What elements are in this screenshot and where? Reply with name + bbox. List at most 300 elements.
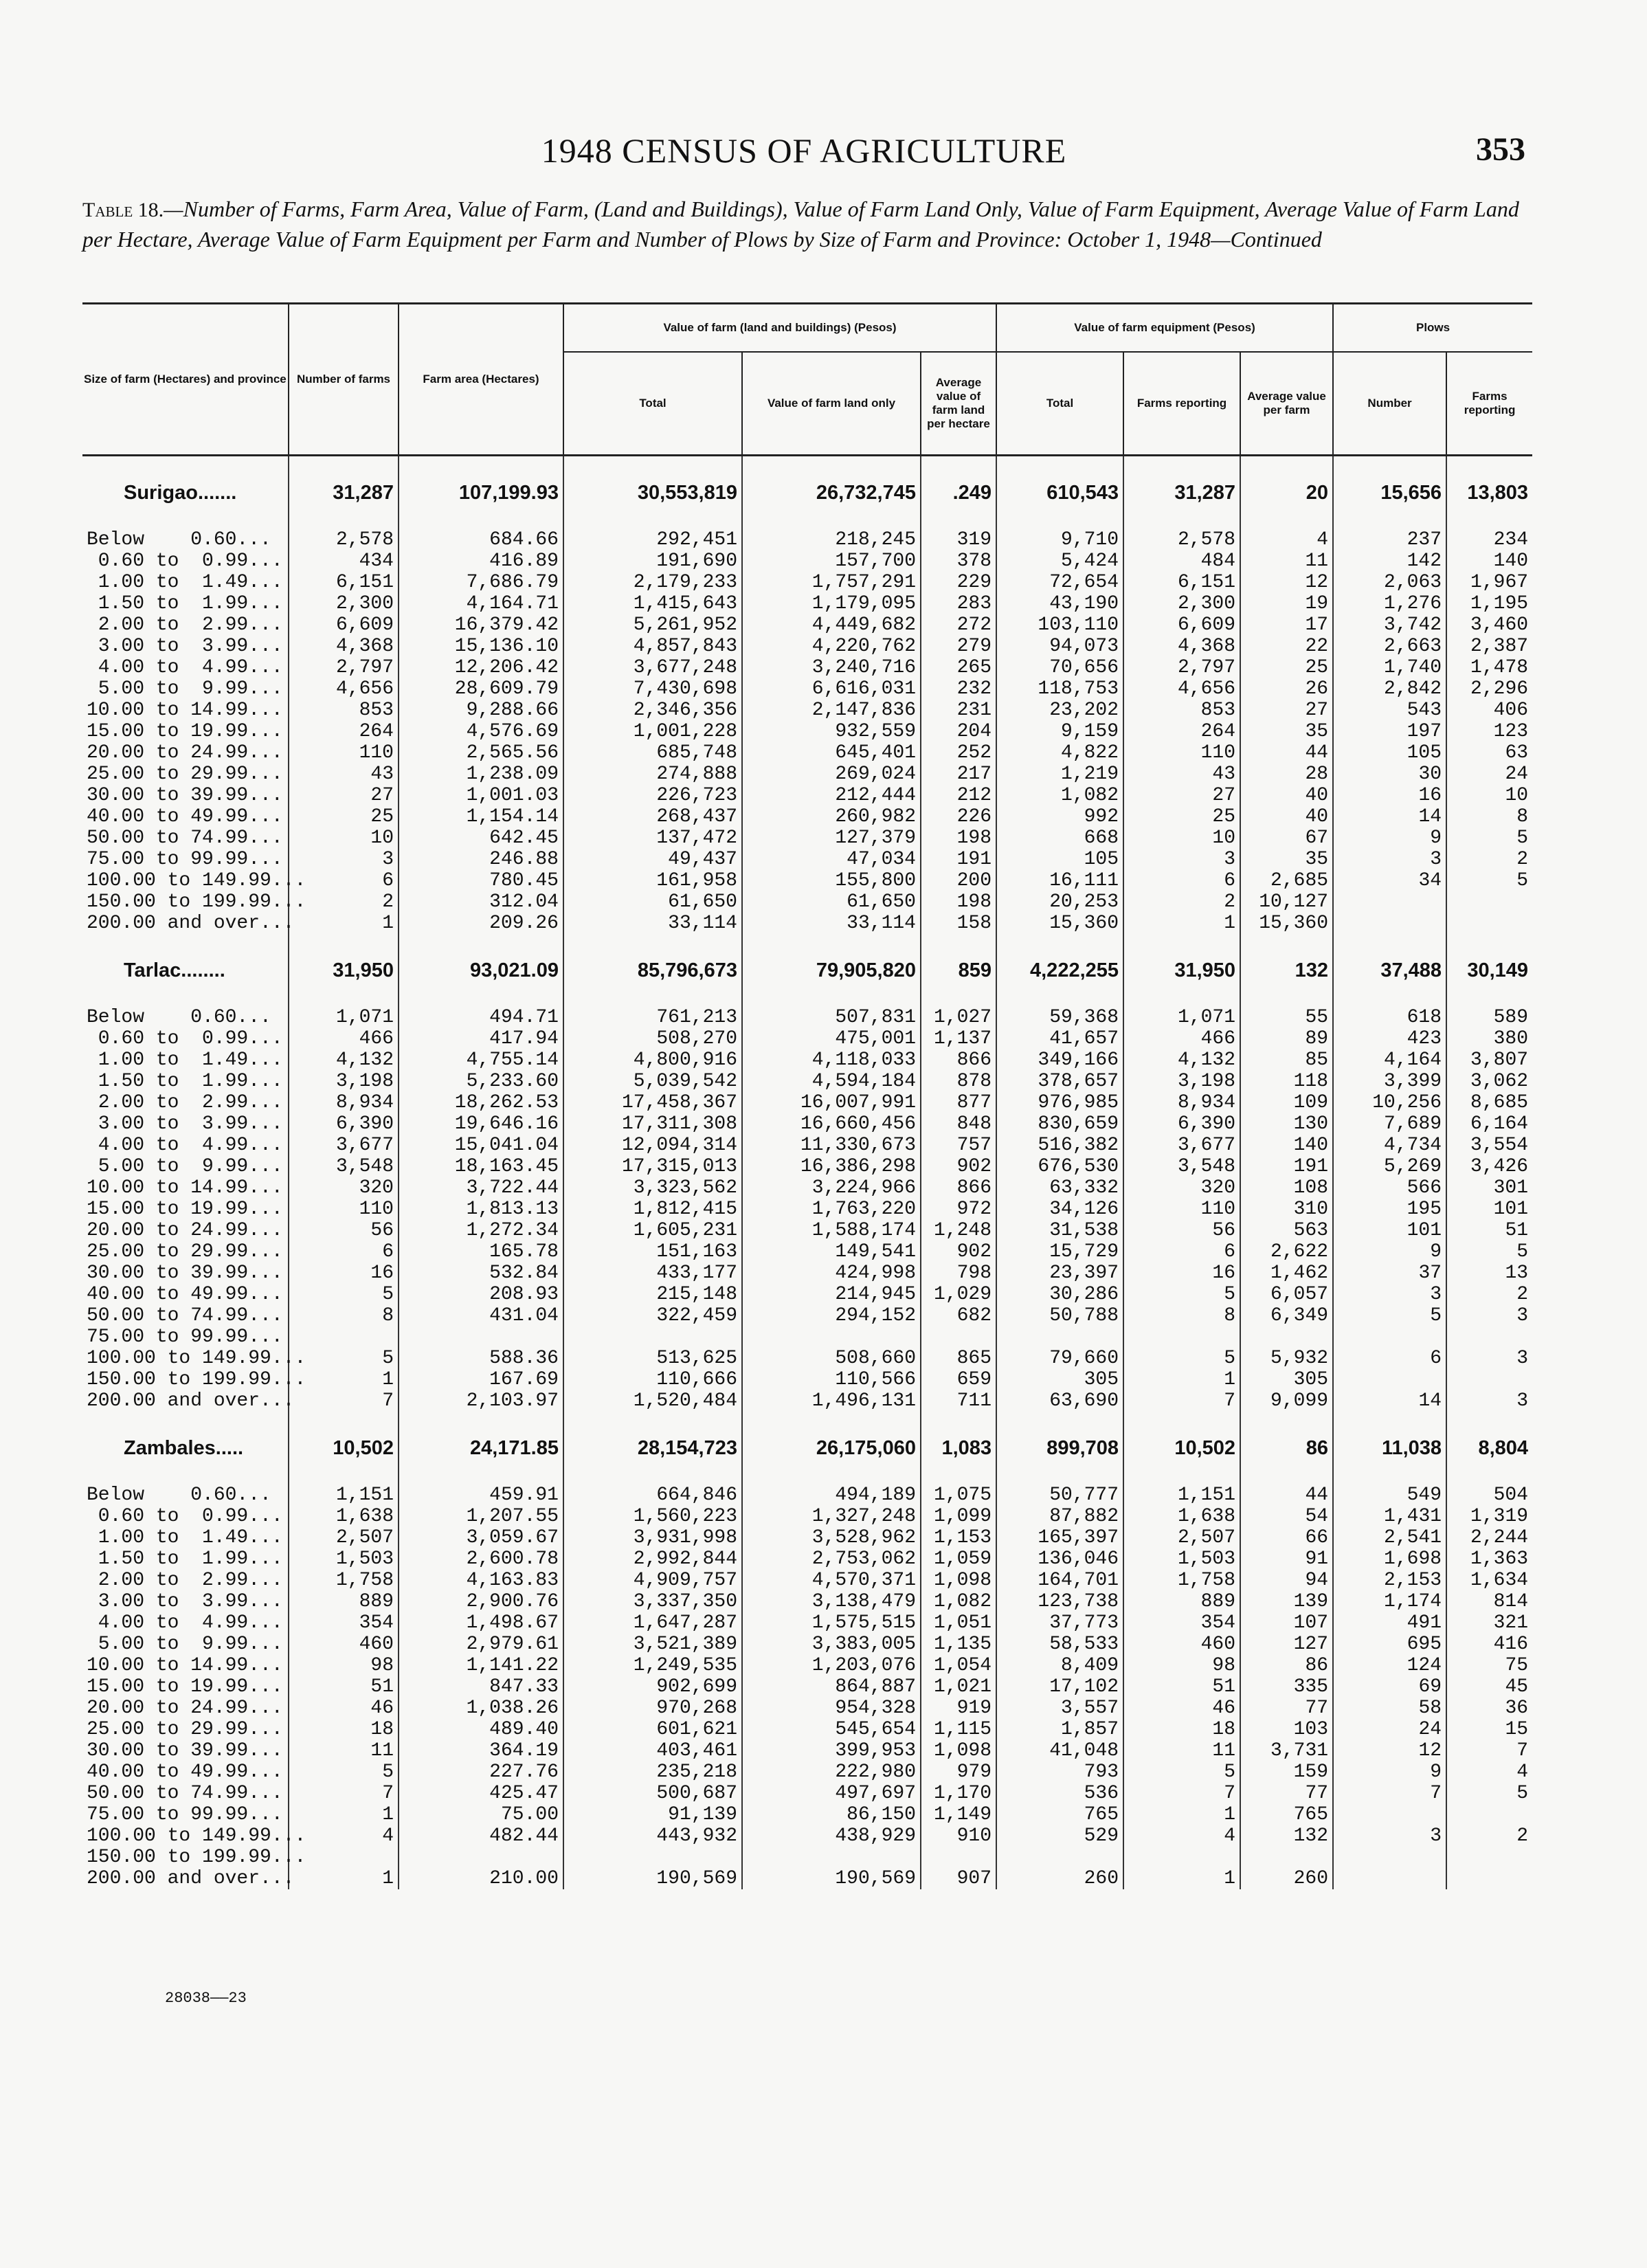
province-total-cell: 30,553,819 <box>563 476 742 510</box>
province-total-cell: 37,488 <box>1333 953 1446 988</box>
spacer-cell <box>996 988 1123 1007</box>
table-cell: 75.00 <box>399 1804 563 1825</box>
table-cell: 269,024 <box>742 764 921 785</box>
table-row <box>82 1591 1532 1612</box>
table-cell: 30,286 <box>996 1284 1123 1305</box>
size-class-label: 5.00 to 9.99... <box>87 678 283 700</box>
table-cell: 1 <box>289 1804 399 1825</box>
table-row <box>82 1527 1532 1548</box>
spacer-cell <box>82 988 289 1007</box>
table-cell: 460 <box>289 1634 399 1655</box>
table-cell: 1,415,643 <box>563 593 742 614</box>
table-cell: 127 <box>1240 1634 1333 1655</box>
header-plows-farms-reporting: Farms reporting <box>1446 352 1532 456</box>
table-cell: 46 <box>289 1698 399 1719</box>
table-cell: 1 <box>1123 1804 1240 1825</box>
table-cell: 58 <box>1333 1698 1446 1719</box>
table-cell: 9,710 <box>996 529 1123 551</box>
table-cell: 5,233.60 <box>399 1071 563 1092</box>
table-cell: 2,900.76 <box>399 1591 563 1612</box>
table-cell: 2,663 <box>1333 636 1446 657</box>
province-total-cell: 93,021.09 <box>399 953 563 988</box>
table-cell: 684.66 <box>399 529 563 551</box>
table-cell <box>399 1847 563 1868</box>
size-class-label: 150.00 to 199.99... <box>87 1369 306 1390</box>
province-total-cell: 31,287 <box>289 476 399 510</box>
table-cell: 5 <box>1446 1783 1532 1804</box>
province-total-cell: 8,804 <box>1446 1431 1532 1465</box>
table-cell: 3 <box>1123 849 1240 870</box>
table-cell: 1,272.34 <box>399 1220 563 1241</box>
table-cell: 89 <box>1240 1028 1333 1049</box>
table-row <box>82 1634 1532 1655</box>
table-cell: 1,027 <box>921 1007 996 1028</box>
table-cell: 902 <box>921 1241 996 1263</box>
table-cell: 3,548 <box>289 1156 399 1177</box>
table-cell: 165.78 <box>399 1241 563 1263</box>
size-class-label: 2.00 to 2.99... <box>87 1092 283 1113</box>
table-cell: 1,082 <box>996 785 1123 806</box>
spacer-cell <box>921 1465 996 1485</box>
table-cell: 246.88 <box>399 849 563 870</box>
table-cell: 3,528,962 <box>742 1527 921 1548</box>
spacer-cell <box>742 1412 921 1431</box>
table-cell: 51 <box>1123 1676 1240 1698</box>
spacer-row <box>82 1465 1532 1485</box>
size-class-label: 40.00 to 49.99... <box>87 806 283 827</box>
table-cell: 167.69 <box>399 1369 563 1390</box>
table-cell: 992 <box>996 806 1123 827</box>
table-cell: 9 <box>1333 1241 1446 1263</box>
table-cell: 23,397 <box>996 1263 1123 1284</box>
size-class-label: 50.00 to 74.99... <box>87 1305 283 1326</box>
province-total-cell: 11,038 <box>1333 1431 1446 1465</box>
table-cell: 9,288.66 <box>399 700 563 721</box>
table-cell: 6,349 <box>1240 1305 1333 1326</box>
table-cell: 4,734 <box>1333 1135 1446 1156</box>
table-cell: 6,609 <box>1123 614 1240 636</box>
table-cell: 5 <box>1123 1348 1240 1369</box>
table-cell <box>399 1326 563 1348</box>
spacer-cell <box>1333 988 1446 1007</box>
table-cell: 4 <box>289 1825 399 1847</box>
table-row <box>82 1570 1532 1591</box>
spacer-cell <box>1333 934 1446 953</box>
table-cell: 58,533 <box>996 1634 1123 1655</box>
table-cell: 43,190 <box>996 593 1123 614</box>
table-cell: 1,276 <box>1333 593 1446 614</box>
table-cell: 889 <box>1123 1591 1240 1612</box>
table-cell: 877 <box>921 1092 996 1113</box>
table-cell <box>921 1326 996 1348</box>
size-class-label: 50.00 to 74.99... <box>87 1783 283 1804</box>
table-cell: 4,163.83 <box>399 1570 563 1591</box>
table-cell: 1,075 <box>921 1485 996 1506</box>
size-class-label: 1.50 to 1.99... <box>87 1548 283 1570</box>
table-cell: 970,268 <box>563 1698 742 1719</box>
spacer-cell <box>289 1465 399 1485</box>
size-class-label: 75.00 to 99.99... <box>87 1804 283 1825</box>
table-row <box>82 1156 1532 1177</box>
table-cell: 105 <box>1333 742 1446 764</box>
table-cell: 9,159 <box>996 721 1123 742</box>
size-class-label: 30.00 to 39.99... <box>87 785 283 806</box>
size-class-label: 15.00 to 19.99... <box>87 1676 283 1698</box>
table-cell: 2 <box>1123 891 1240 913</box>
table-cell: 6 <box>289 1241 399 1263</box>
table-cell: 26 <box>1240 678 1333 700</box>
table-cell: 127,379 <box>742 827 921 849</box>
table-cell: 44 <box>1240 1485 1333 1506</box>
header-size-of-farm: Size of farm (Hectares) and province <box>82 304 289 456</box>
table-row <box>82 1506 1532 1527</box>
table-cell: 5 <box>1446 827 1532 849</box>
spacer-cell <box>1240 510 1333 529</box>
table-cell: 310 <box>1240 1199 1333 1220</box>
table-cell: 2,685 <box>1240 870 1333 891</box>
table-cell: 10 <box>1446 785 1532 806</box>
table-cell: 36 <box>1446 1698 1532 1719</box>
table-row <box>82 1241 1532 1263</box>
table-cell: 6,616,031 <box>742 678 921 700</box>
table-cell: 212,444 <box>742 785 921 806</box>
table-cell: 1,758 <box>1123 1570 1240 1591</box>
table-row <box>82 529 1532 551</box>
spacer-row <box>82 934 1532 953</box>
table-cell: 4 <box>1240 529 1333 551</box>
table-cell: 8 <box>1123 1305 1240 1326</box>
province-name: Tarlac........ <box>124 959 225 981</box>
table-cell: 190,569 <box>742 1868 921 1889</box>
size-class-label: 10.00 to 14.99... <box>87 1177 283 1199</box>
table-cell: 11 <box>1123 1740 1240 1761</box>
table-cell: 35 <box>1240 849 1333 870</box>
table-cell: 4,132 <box>289 1049 399 1071</box>
table-cell: 17,102 <box>996 1676 1123 1698</box>
table-cell: 11 <box>1240 551 1333 572</box>
table-cell: 69 <box>1333 1676 1446 1698</box>
table-cell: 1,207.55 <box>399 1506 563 1527</box>
table-cell: 423 <box>1333 1028 1446 1049</box>
size-class-label: 100.00 to 149.99... <box>87 870 306 891</box>
table-row <box>82 1071 1532 1092</box>
table-cell: 2,179,233 <box>563 572 742 593</box>
table-cell: 191 <box>921 849 996 870</box>
table-cell: 16,386,298 <box>742 1156 921 1177</box>
table-cell: 7 <box>1333 1783 1446 1804</box>
table-cell: 2,296 <box>1446 678 1532 700</box>
size-class-label: Below 0.60... <box>87 1485 271 1506</box>
table-cell: 3 <box>1446 1390 1532 1412</box>
table-cell: 1,638 <box>289 1506 399 1527</box>
spacer-cell <box>1446 1412 1532 1431</box>
table-row <box>82 1199 1532 1220</box>
size-class-label: 200.00 and over... <box>87 1868 295 1889</box>
table-cell: 214,945 <box>742 1284 921 1305</box>
header-plows-number: Number <box>1333 352 1446 456</box>
table-cell: 1,813.13 <box>399 1199 563 1220</box>
table-cell: 110 <box>1123 742 1240 764</box>
size-class-label: 0.60 to 0.99... <box>87 1028 283 1049</box>
table-cell: 8 <box>1446 806 1532 827</box>
table-cell: 2,565.56 <box>399 742 563 764</box>
table-cell: 1,098 <box>921 1740 996 1761</box>
table-cell: 16 <box>289 1263 399 1284</box>
spacer-cell <box>1446 510 1532 529</box>
table-cell: 1,496,131 <box>742 1390 921 1412</box>
table-cell: 6,151 <box>1123 572 1240 593</box>
table-cell: 589 <box>1446 1007 1532 1028</box>
table-cell: 1,170 <box>921 1783 996 1804</box>
table-cell: 2,753,062 <box>742 1548 921 1570</box>
table-cell: 12 <box>1240 572 1333 593</box>
header-value-land-only: Value of farm land only <box>742 352 921 456</box>
table-cell: 6 <box>289 870 399 891</box>
table-row <box>82 1847 1532 1868</box>
table-cell: 3,240,716 <box>742 657 921 678</box>
table-cell: 161,958 <box>563 870 742 891</box>
table-cell: 197 <box>1333 721 1446 742</box>
table-row <box>82 806 1532 827</box>
spacer-cell <box>742 1465 921 1485</box>
table-row <box>82 1868 1532 1889</box>
table-cell: 4,220,762 <box>742 636 921 657</box>
table-cell <box>1333 891 1446 913</box>
size-class-label: 30.00 to 39.99... <box>87 1740 283 1761</box>
spacer-cell <box>289 1412 399 1431</box>
table-cell: 399,953 <box>742 1740 921 1761</box>
header-equipment-farms-reporting: Farms reporting <box>1123 352 1240 456</box>
table-cell: 268,437 <box>563 806 742 827</box>
province-total-cell: 610,543 <box>996 476 1123 510</box>
table-cell: 123 <box>1446 721 1532 742</box>
table-row <box>82 1676 1532 1698</box>
table-cell: 3,059.67 <box>399 1527 563 1548</box>
table-cell: 15,360 <box>996 913 1123 934</box>
table-cell: 4,570,371 <box>742 1570 921 1591</box>
table-cell: 3,731 <box>1240 1740 1333 1761</box>
table-cell <box>1446 913 1532 934</box>
table-cell: 2,103.97 <box>399 1390 563 1412</box>
table-cell: 17,311,308 <box>563 1113 742 1135</box>
table-row <box>82 1548 1532 1570</box>
spacer-cell <box>399 456 563 476</box>
table-cell: 18 <box>1123 1719 1240 1740</box>
table-cell: 1,001.03 <box>399 785 563 806</box>
table-row <box>82 1326 1532 1348</box>
size-class-label: 1.00 to 1.49... <box>87 1049 283 1071</box>
table-cell <box>1333 1326 1446 1348</box>
table-row <box>82 1177 1532 1199</box>
spacer-cell <box>1333 1412 1446 1431</box>
table-cell: 682 <box>921 1305 996 1326</box>
table-cell: 4 <box>1123 1825 1240 1847</box>
table-cell: 1,001,228 <box>563 721 742 742</box>
table-cell: 1,219 <box>996 764 1123 785</box>
table-cell: 56 <box>1123 1220 1240 1241</box>
table-cell <box>742 1847 921 1868</box>
table-cell <box>1333 1369 1446 1390</box>
province-total-cell: 10,502 <box>1123 1431 1240 1465</box>
spacer-cell <box>289 456 399 476</box>
table-cell: 212 <box>921 785 996 806</box>
table-cell: 1,082 <box>921 1591 996 1612</box>
province-total-cell: 859 <box>921 953 996 988</box>
table-cell: 41,048 <box>996 1740 1123 1761</box>
table-cell: 14 <box>1333 1390 1446 1412</box>
table-cell: 532.84 <box>399 1263 563 1284</box>
table-cell: 227.76 <box>399 1761 563 1783</box>
table-cell: 23,202 <box>996 700 1123 721</box>
table-cell: 1,462 <box>1240 1263 1333 1284</box>
table-cell: 695 <box>1333 1634 1446 1655</box>
size-class-label: 4.00 to 4.99... <box>87 1135 283 1156</box>
table-cell: 2 <box>1446 1825 1532 1847</box>
table-cell: 33,114 <box>563 913 742 934</box>
province-total-cell: 20 <box>1240 476 1333 510</box>
table-cell: 63,332 <box>996 1177 1123 1199</box>
table-cell: 491 <box>1333 1612 1446 1634</box>
province-name: Zambales..... <box>124 1436 244 1459</box>
table-cell: 3,198 <box>289 1071 399 1092</box>
table-cell <box>1333 1868 1446 1889</box>
table-row <box>82 700 1532 721</box>
table-cell: 865 <box>921 1348 996 1369</box>
table-cell: 217 <box>921 764 996 785</box>
table-cell: 56 <box>289 1220 399 1241</box>
table-cell: 3,138,479 <box>742 1591 921 1612</box>
table-cell: 508,270 <box>563 1028 742 1049</box>
table-cell <box>289 1326 399 1348</box>
table-cell: 2,622 <box>1240 1241 1333 1263</box>
spacer-cell <box>996 934 1123 953</box>
size-class-label: 30.00 to 39.99... <box>87 1263 283 1284</box>
table-cell: 8,685 <box>1446 1092 1532 1113</box>
table-cell: 237 <box>1333 529 1446 551</box>
table-cell: 55 <box>1240 1007 1333 1028</box>
table-cell: 204 <box>921 721 996 742</box>
table-cell: 5,039,542 <box>563 1071 742 1092</box>
table-cell: 226 <box>921 806 996 827</box>
table-row <box>82 721 1532 742</box>
table-cell: 475,001 <box>742 1028 921 1049</box>
table-cell: 3,383,005 <box>742 1634 921 1655</box>
table-cell <box>1446 891 1532 913</box>
table-cell: 28,609.79 <box>399 678 563 700</box>
table-row <box>82 1390 1532 1412</box>
table-cell: 2,797 <box>1123 657 1240 678</box>
table-cell: 7,430,698 <box>563 678 742 700</box>
table-cell: 853 <box>289 700 399 721</box>
table-cell: 2,300 <box>289 593 399 614</box>
table-cell: 215,148 <box>563 1284 742 1305</box>
table-cell: 4,132 <box>1123 1049 1240 1071</box>
table-cell: 668 <box>996 827 1123 849</box>
table-cell: 1,248 <box>921 1220 996 1241</box>
table-cell: 272 <box>921 614 996 636</box>
table-cell: 866 <box>921 1049 996 1071</box>
table-cell: 711 <box>921 1390 996 1412</box>
page-number: 353 <box>1476 131 1525 168</box>
spacer-cell <box>289 934 399 953</box>
spacer-cell <box>921 456 996 476</box>
header-number-of-farms: Number of farms <box>289 304 399 456</box>
size-class-label: 20.00 to 24.99... <box>87 1220 283 1241</box>
province-total-cell: 10,502 <box>289 1431 399 1465</box>
table-cell: 1,647,287 <box>563 1612 742 1634</box>
table-cell: 6,057 <box>1240 1284 1333 1305</box>
spacer-cell <box>82 1465 289 1485</box>
table-cell: 4,368 <box>1123 636 1240 657</box>
table-row <box>82 593 1532 614</box>
table-cell: 109 <box>1240 1092 1333 1113</box>
table-cell: 494.71 <box>399 1007 563 1028</box>
table-cell: 1 <box>289 1369 399 1390</box>
table-row <box>82 1761 1532 1783</box>
province-total-cell: 86 <box>1240 1431 1333 1465</box>
table-cell: 67 <box>1240 827 1333 849</box>
table-cell: 5 <box>289 1284 399 1305</box>
table-cell: 2,600.78 <box>399 1548 563 1570</box>
province-total-cell: 30,149 <box>1446 953 1532 988</box>
size-class-label: 75.00 to 99.99... <box>87 849 283 870</box>
table-cell: 536 <box>996 1783 1123 1804</box>
table-cell: 25 <box>289 806 399 827</box>
table-cell: 4,449,682 <box>742 614 921 636</box>
table-cell <box>996 1847 1123 1868</box>
table-cell: 16,379.42 <box>399 614 563 636</box>
size-class-label: 50.00 to 74.99... <box>87 827 283 849</box>
table-cell: 417.94 <box>399 1028 563 1049</box>
size-class-label: 3.00 to 3.99... <box>87 636 283 657</box>
table-cell: 2,578 <box>1123 529 1240 551</box>
spacer-cell <box>1240 456 1333 476</box>
header-farm-area: Farm area (Hectares) <box>399 304 563 456</box>
table-cell: 1 <box>1123 1868 1240 1889</box>
table-cell: 18 <box>289 1719 399 1740</box>
table-cell: 2,063 <box>1333 572 1446 593</box>
table-cell: 312.04 <box>399 891 563 913</box>
table-cell: 4,594,184 <box>742 1071 921 1092</box>
table-cell: 210.00 <box>399 1868 563 1889</box>
table-cell: 4 <box>1446 1761 1532 1783</box>
province-total-cell: 107,199.93 <box>399 476 563 510</box>
table-cell: 157,700 <box>742 551 921 572</box>
table-cell: 70,656 <box>996 657 1123 678</box>
table-cell: 4,909,757 <box>563 1570 742 1591</box>
table-row <box>82 614 1532 636</box>
table-cell: 47,034 <box>742 849 921 870</box>
table-cell: 87,882 <box>996 1506 1123 1527</box>
spacer-cell <box>921 934 996 953</box>
table-row <box>82 827 1532 849</box>
table-cell: 10 <box>289 827 399 849</box>
table-cell: 11 <box>289 1740 399 1761</box>
table-cell: 9 <box>1333 1761 1446 1783</box>
table-cell: 8,934 <box>1123 1092 1240 1113</box>
table-cell: 18,163.45 <box>399 1156 563 1177</box>
table-cell: 549 <box>1333 1485 1446 1506</box>
table-cell: 208.93 <box>399 1284 563 1305</box>
table-cell: 2,578 <box>289 529 399 551</box>
header-group-farm-value: Value of farm (land and buildings) (Pesos) <box>563 304 996 353</box>
spacer-cell <box>82 1412 289 1431</box>
spacer-cell <box>1446 1465 1532 1485</box>
table-cell: 5,261,952 <box>563 614 742 636</box>
table-cell: 264 <box>1123 721 1240 742</box>
table-cell: 33,114 <box>742 913 921 934</box>
table-cell: 2,507 <box>1123 1527 1240 1548</box>
